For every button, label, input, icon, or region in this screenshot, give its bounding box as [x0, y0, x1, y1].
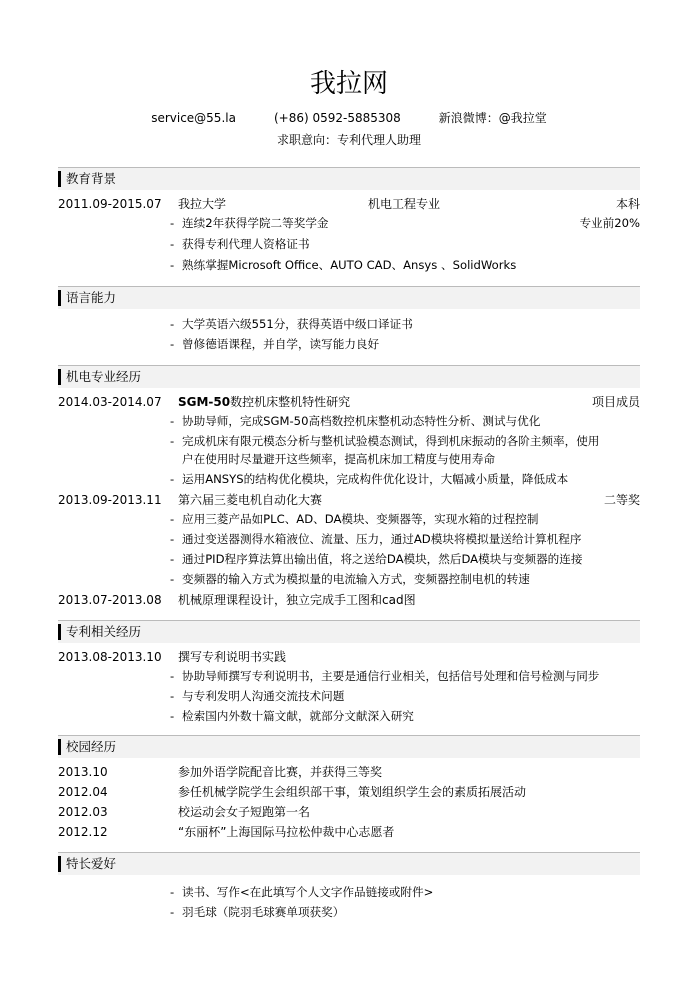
list-item: - 曾修德语课程，并自学，读写能力良好 [170, 337, 380, 351]
list-item: - 通过PID程序算法算出输出值，将之送给DA模块，然后DA模块与变频器的连接 [170, 552, 583, 566]
resume-page [58, 0, 640, 921]
mech-entry: 2014.03-2014.07 SGM-50数控机床整机特性研究 项目成员 [58, 395, 640, 409]
campus-item: 2012.03 校运动会女子短跑第一名 [58, 805, 311, 819]
education-heading: 教育背景 [58, 167, 640, 190]
candidate-name: 我拉网 [309, 69, 388, 99]
degree-text: 本科 [615, 197, 640, 211]
language-section [58, 286, 640, 353]
list-item: - 熟练掌握Microsoft Office、AUTO CAD、Ansys 、SolidWorks [170, 258, 517, 272]
list-item: - 获得专利代理人资格证书 [170, 237, 310, 251]
list-item: - 通过变送器测得水箱液位、流量、压力，通过AD模块将模拟量送给计算机程序 [170, 532, 582, 546]
list-item: - 应用三菱产品如PLC、AD、DA模块、变频器等，实现水箱的过程控制 [170, 512, 539, 526]
mech-heading: 机电专业经历 [58, 365, 640, 388]
mech-section [58, 365, 640, 610]
list-item: - 运用ANSYS的结构优化模块，完成构件优化设计，大幅减小质量，降低成本 [170, 472, 569, 486]
major-name: 机电工程专业 [368, 197, 441, 211]
list-item: - 连续2年获得学院二等奖学金 专业前20% [170, 216, 640, 230]
list-item: - 大学英语六级551分，获得英语中级口译证书 [170, 317, 413, 331]
mech-entry: 2013.07-2013.08 机械原理课程设计，独立完成手工图和cad图 [58, 593, 416, 607]
list-item: - 协助导师，完成SGM-50高档数控机床整机动态特性分析、测试与优化 [170, 414, 541, 428]
list-item-continuation: 户在使用时尽量避开这些频率，提高机床加工精度与使用寿命 [182, 452, 496, 466]
list-item: - 读书、写作<在此填写个人文字作品链接或附件> [170, 885, 434, 899]
school-name: 我拉大学 [178, 197, 227, 211]
campus-item: 2012.12 “东丽杯”上海国际马拉松仲裁中心志愿者 [58, 825, 395, 839]
education-entry [58, 194, 640, 214]
list-item: - 协助导师撰写专利说明书，主要是通信行业相关，包括信号处理和信号检测与同步 [170, 669, 600, 683]
phone-text: (+86) 0592-5885308 [273, 111, 401, 125]
list-item: - 与专利发明人沟通交流技术问题 [170, 689, 345, 703]
weibo-text: 新浪微博：@我拉堂 [438, 111, 547, 125]
list-item: - 羽毛球（院羽毛球赛单项获奖） [170, 905, 345, 919]
patent-section [58, 620, 640, 725]
list-item: - 完成机床有限元模态分析与整机试验模态测试，得到机床振动的各阶主频率，使用 [170, 434, 600, 448]
hobby-heading: 特长爱好 [58, 852, 640, 875]
education-section [58, 167, 640, 274]
job-objective: 求职意向：专利代理人助理 [276, 133, 421, 147]
list-item: - 检索国内外数十篇文献，就部分文献深入研究 [170, 709, 414, 723]
language-heading: 语言能力 [58, 286, 640, 309]
email-text: service@55.la [151, 111, 236, 125]
mech-entry: 2013.09-2013.11 第六届三菱电机自动化大赛 二等奖 [58, 493, 640, 507]
contact-line [58, 108, 640, 128]
campus-section [58, 735, 640, 842]
campus-item: 2012.04 参任机械学院学生会组织部干事，策划组织学生会的素质拓展活动 [58, 785, 527, 799]
education-date: 2011.09-2015.07 [58, 197, 162, 211]
campus-heading: 校园经历 [58, 735, 640, 758]
patent-entry: 2013.08-2013.10 撰写专利说明书实践 [58, 650, 287, 664]
list-item: - 变频器的输入方式为模拟量的电流输入方式，变频器控制电机的转速 [170, 572, 530, 586]
patent-heading: 专利相关经历 [58, 620, 640, 643]
hobby-section [58, 852, 640, 921]
campus-item: 2013.10 参加外语学院配音比赛，并获得三等奖 [58, 765, 383, 779]
